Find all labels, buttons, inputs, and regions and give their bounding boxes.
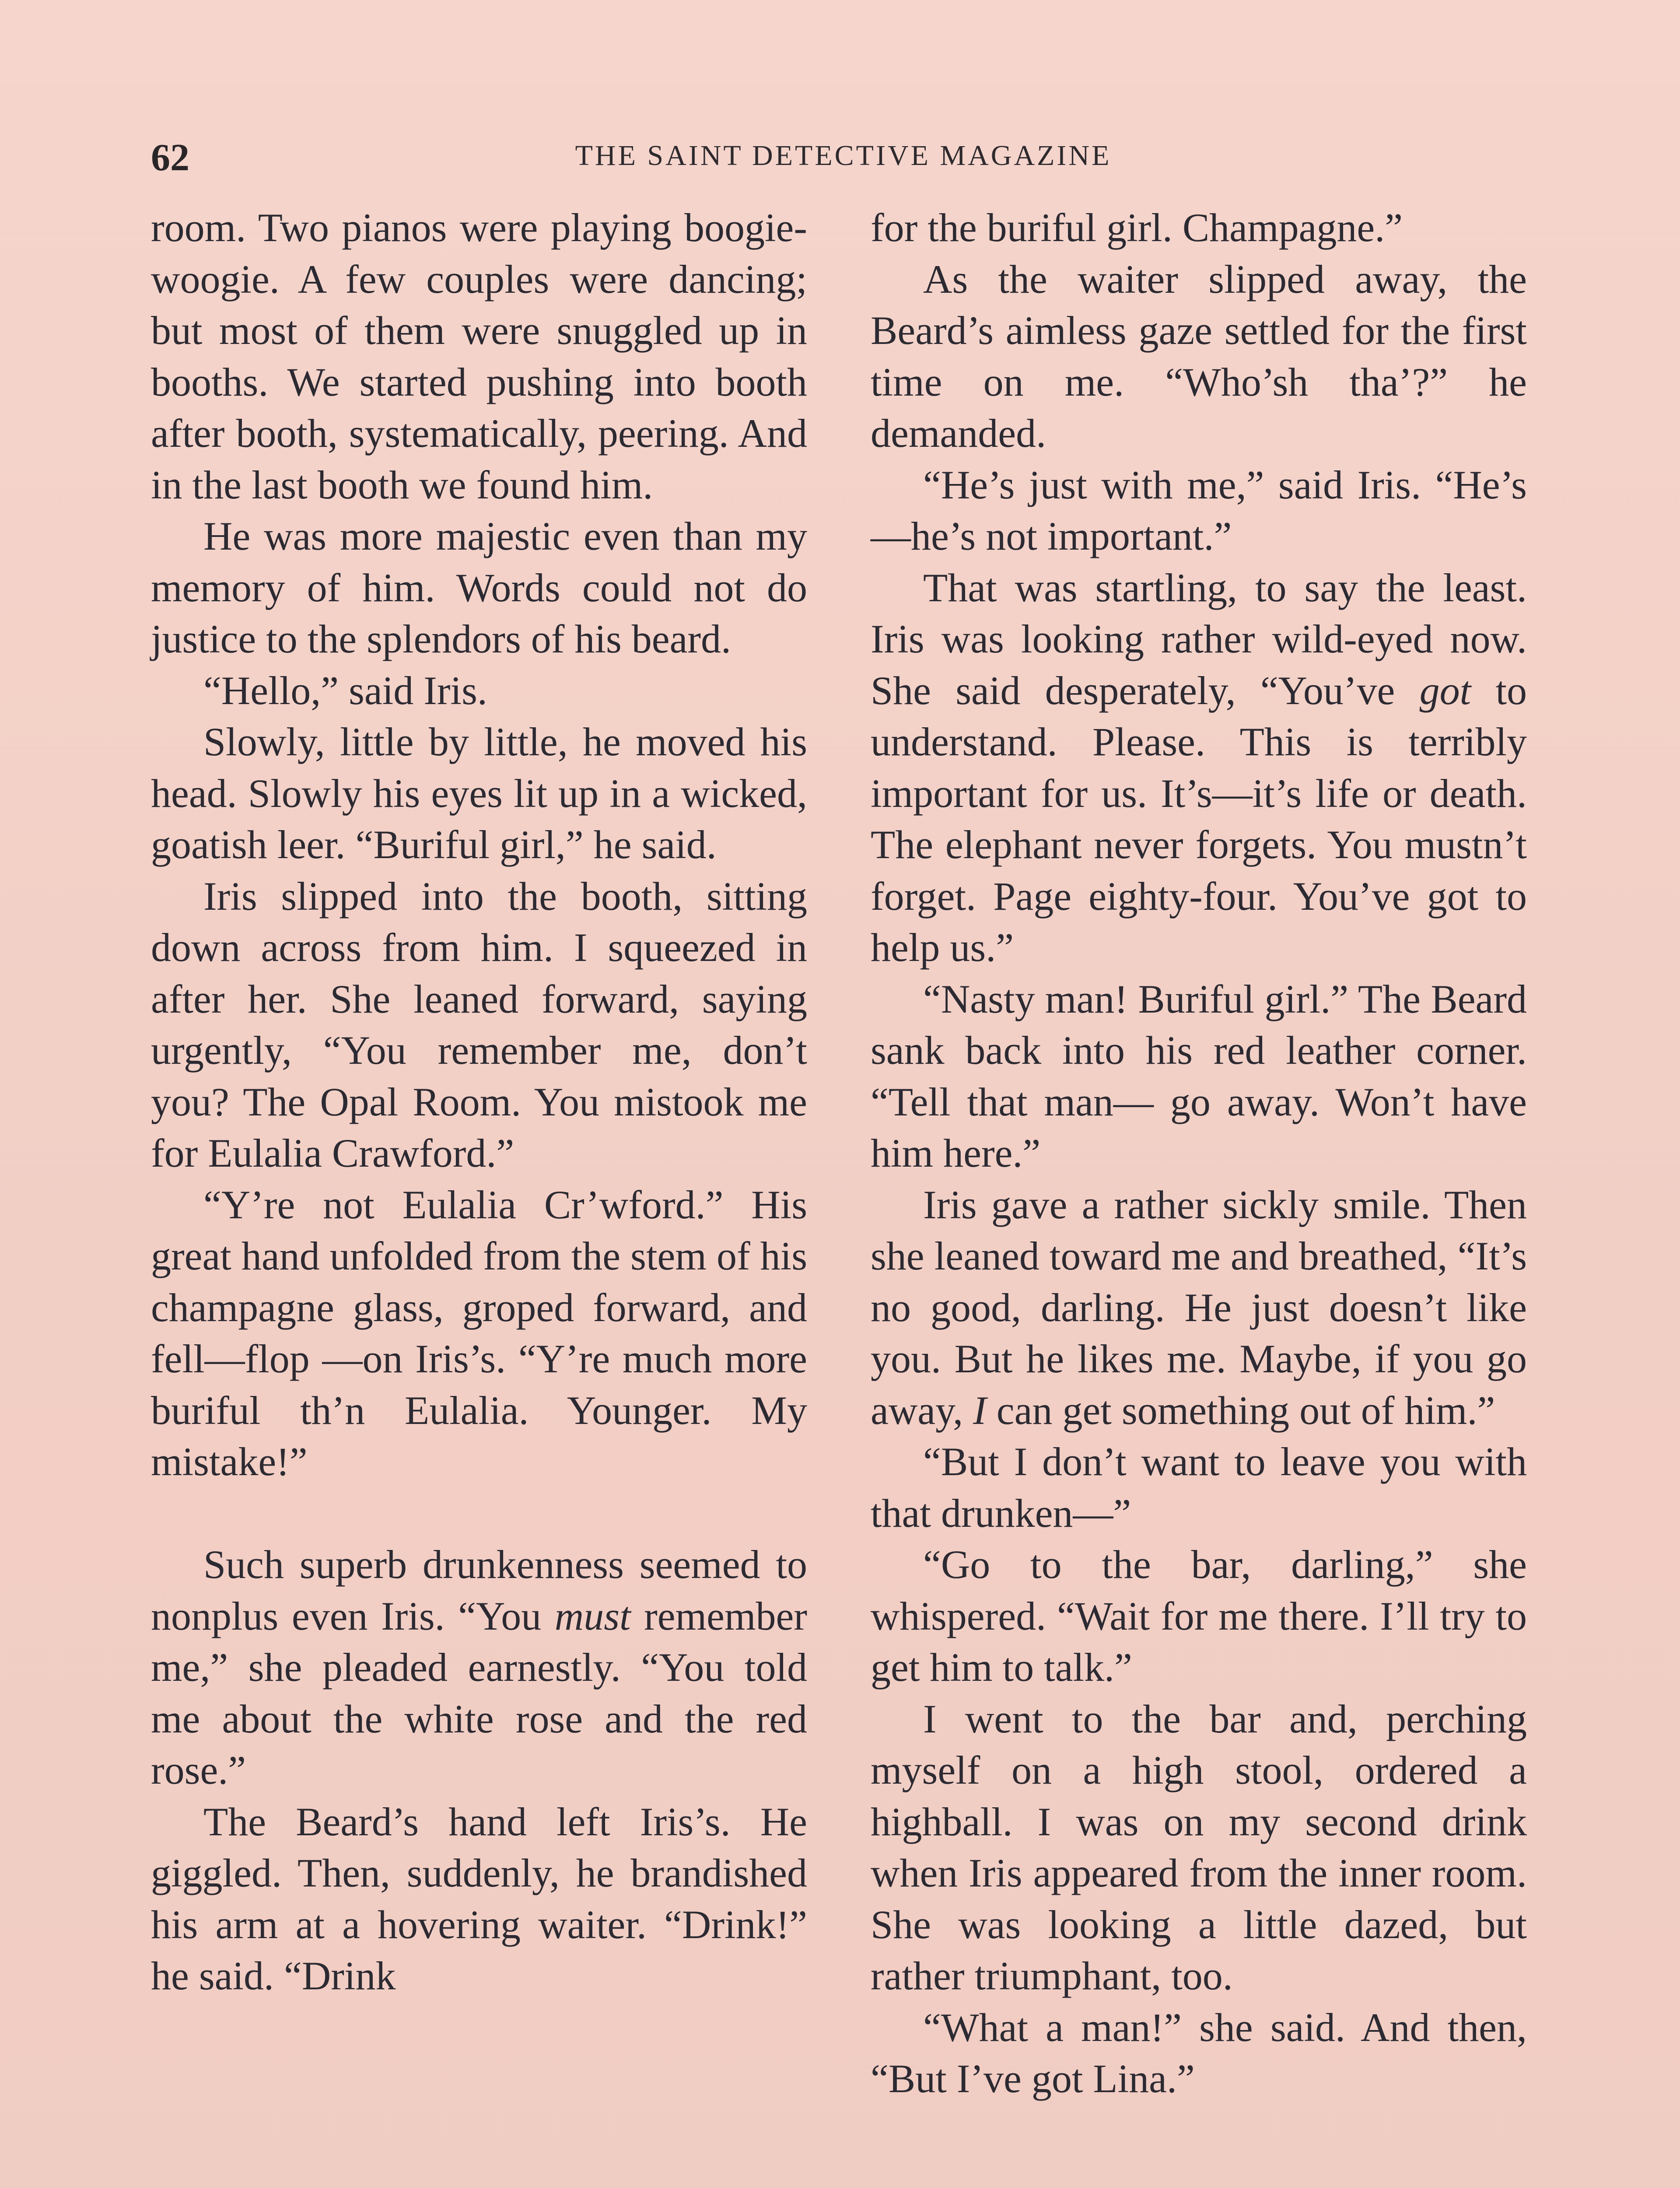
paragraph: “He’s just with me,” said Iris. “He’s—he’s not important.”	[871, 462, 1527, 558]
paragraph: “Nasty man! Buriful girl.” The Beard sank back into his red leather corner. “Tell that man— go away. Won’t have him here.”	[871, 976, 1527, 1175]
paragraph	[151, 1539, 807, 1796]
paragraph: “But I don’t want to leave you with that drunken—”	[871, 1439, 1527, 1536]
emphasis: got	[1419, 668, 1471, 713]
paragraph	[871, 562, 1527, 974]
text-run: remember me,” she pleaded earnestly. “You told me about the white rose and the red rose.”	[151, 1593, 807, 1792]
paragraph: Iris slipped into the booth, sitting down across from him. I squeezed in after her. She leaned forward, saying urgently, “You remember me, don’t you? The Opal Room. You mistook me for Eulalia Crawford.”	[151, 873, 807, 1175]
paragraph: “What a man!” she said. And then, “But I’ve got Lina.”	[871, 2005, 1527, 2101]
page-number: 62	[151, 137, 189, 179]
paragraph: He was more majestic even than my memory of him. Words could not do justice to the splendors of his beard.	[151, 514, 807, 661]
paragraph	[871, 1179, 1527, 1437]
paragraph: “Hello,” said Iris.	[203, 668, 487, 713]
paragraph: The Beard’s hand left Iris’s. He giggled. Then, suddenly, he brandished his arm at a hovering waiter. “Drink!” he said. “Drink	[151, 1799, 807, 1998]
paragraph: As the waiter slipped away, the Beard’s aimless gaze settled for the first time on me. “Who’sh tha’?” he demanded.	[871, 256, 1527, 456]
text-run: to understand. Please. This is terribly important for us. It’s—it’s life or death. The elephant never forgets. You mustn’t forget. Page eighty-four. You’ve got to help us.”	[871, 668, 1527, 970]
paragraph: “Go to the bar, darling,” she whispered. “Wait for me there. I’ll try to get him to talk.”	[871, 1542, 1527, 1690]
page-header	[151, 131, 1536, 184]
paragraph: Slowly, little by little, he moved his head. Slowly his eyes lit up in a wicked, goatish leer. “Buriful girl,” he said.	[151, 719, 807, 867]
paragraph: for the buriful girl. Champagne.”	[871, 205, 1403, 250]
text-run: That was startling, to say the least. Iris was looking rather wild-eyed now. She said desperately, “You’ve	[871, 565, 1527, 713]
paragraph: “Y’re not Eulalia Cr’wford.” His great hand unfolded from the stem of his champagne glass, groped forward, and fell—flop —on Iris’s. “Y’re much more buriful th’n Eulalia. Younger. My mistake!”	[151, 1182, 807, 1484]
left-column	[151, 202, 807, 2002]
text-run: Such superb drunkenness seemed to nonplus even Iris. “You	[151, 1542, 807, 1638]
text-run: can get something out of him.”	[986, 1388, 1495, 1433]
paragraph: room. Two pianos were playing boogie-woogie. A few couples were dancing; but most of them were snuggled up in booths. We started pushing into booth after booth, systematically, peering. And in the last booth we found him.	[151, 205, 807, 507]
right-column	[871, 202, 1527, 2105]
text-run: Iris gave a rather sickly smile. Then she leaned toward me and breathed, “It’s no good, darling. He just doesn’t like you. But he likes me. Maybe, if you go away,	[871, 1182, 1527, 1433]
emphasis: must	[554, 1593, 631, 1638]
paragraph: I went to the bar and, perching myself on a high stool, ordered a highball. I was on my second drink when Iris appeared from the inner room. She was looking a little dazed, but rather triumphant, too.	[871, 1696, 1527, 1998]
emphasis: I	[973, 1388, 987, 1433]
running-head: THE SAINT DETECTIVE MAGAZINE	[575, 140, 1112, 172]
